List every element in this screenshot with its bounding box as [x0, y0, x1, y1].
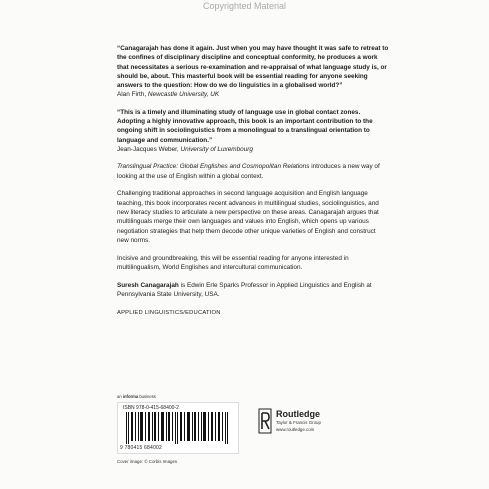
publisher-logo	[258, 408, 368, 438]
publisher-group: Taylor & Francis Group	[276, 420, 321, 425]
endorser-affiliation-1: Newcastle University, UK	[147, 91, 220, 99]
copyright-watermark: Copyrighted Material	[202, 1, 287, 11]
informa-line	[117, 394, 287, 400]
informa-suffix: business	[138, 394, 156, 399]
book-title: Translingual Practice: Global Englishes and Cosmopolitan Relations	[117, 163, 310, 171]
summary-paragraph: Incisive and groundbreaking, this will be essential reading for anyone interested in multilingualism, World Englishes and intercultural communication.	[117, 254, 349, 271]
endorsement-quote-2: “This is a timely and illuminating study of language use in global contact zones. Adopting a highly innovative approach, this book is an important contribution to the ongoing shift in sociolinguistics from a monolingual to a translingual orientation to language and communication.”	[117, 108, 373, 144]
cover-image-credit: Cover image: © Corbis Images	[117, 459, 178, 464]
cover-text	[117, 44, 389, 319]
author-bio	[117, 281, 389, 300]
publisher-url: www.routledge.com	[276, 427, 315, 432]
description-paragraph: Challenging traditional approaches in second language acquisition and English language teaching, this book incorporates recent advances in multilingual studies, sociolinguistics, and new literacy studies to articulate a new perspective on these areas. Canagarajah argues that multilinguals merge their own languages and values into English, which opens up various negotiation strategies that help them decode other unique varieties of English and construct new norms.	[117, 190, 379, 244]
endorser-name-2: Jean-Jacques Weber,	[117, 145, 179, 153]
informa-prefix: an	[117, 394, 123, 399]
barcode-bars	[126, 412, 230, 444]
routledge-r-icon	[258, 408, 272, 434]
subject-category: APPLIED LINGUISTICS/EDUCATION	[117, 310, 221, 317]
informa-brand: informa	[122, 394, 139, 399]
barcode-number: 9 780415 684002	[120, 445, 162, 451]
author-bio-text: is Edwin Erle Sparks Professor in Applied Linguistics and English at Pennsylvania State University, USA.	[117, 281, 372, 299]
endorsement-quote-1: “Canagarajah has done it again. Just when you may have thought it was safe to retreat to the confines of disciplinary discipline and conceptual conformity, he produces a work that necessitates a serious re-examination and re-appraisal of what language study is, or should be, about. This masterful book will be essential reading for anyone seeking answers to the question: How do we do linguistics in a globalised world?”	[117, 45, 389, 90]
endorsement-attribution-1	[117, 90, 389, 99]
isbn-text: ISBN 978-0-415-68400-2	[123, 405, 179, 411]
endorser-name-1: Alan Firth,	[117, 91, 147, 99]
endorsement-attribution-2	[117, 145, 389, 154]
intro-paragraph	[117, 162, 389, 181]
intro-text: introduces a new way of looking at the use of English within a global context.	[117, 163, 380, 180]
barcode	[117, 402, 239, 454]
publisher-name: Routledge	[276, 409, 320, 419]
endorser-affiliation-2: University of Luxembourg	[180, 145, 253, 153]
author-name: Suresh Canagarajah	[117, 281, 179, 289]
